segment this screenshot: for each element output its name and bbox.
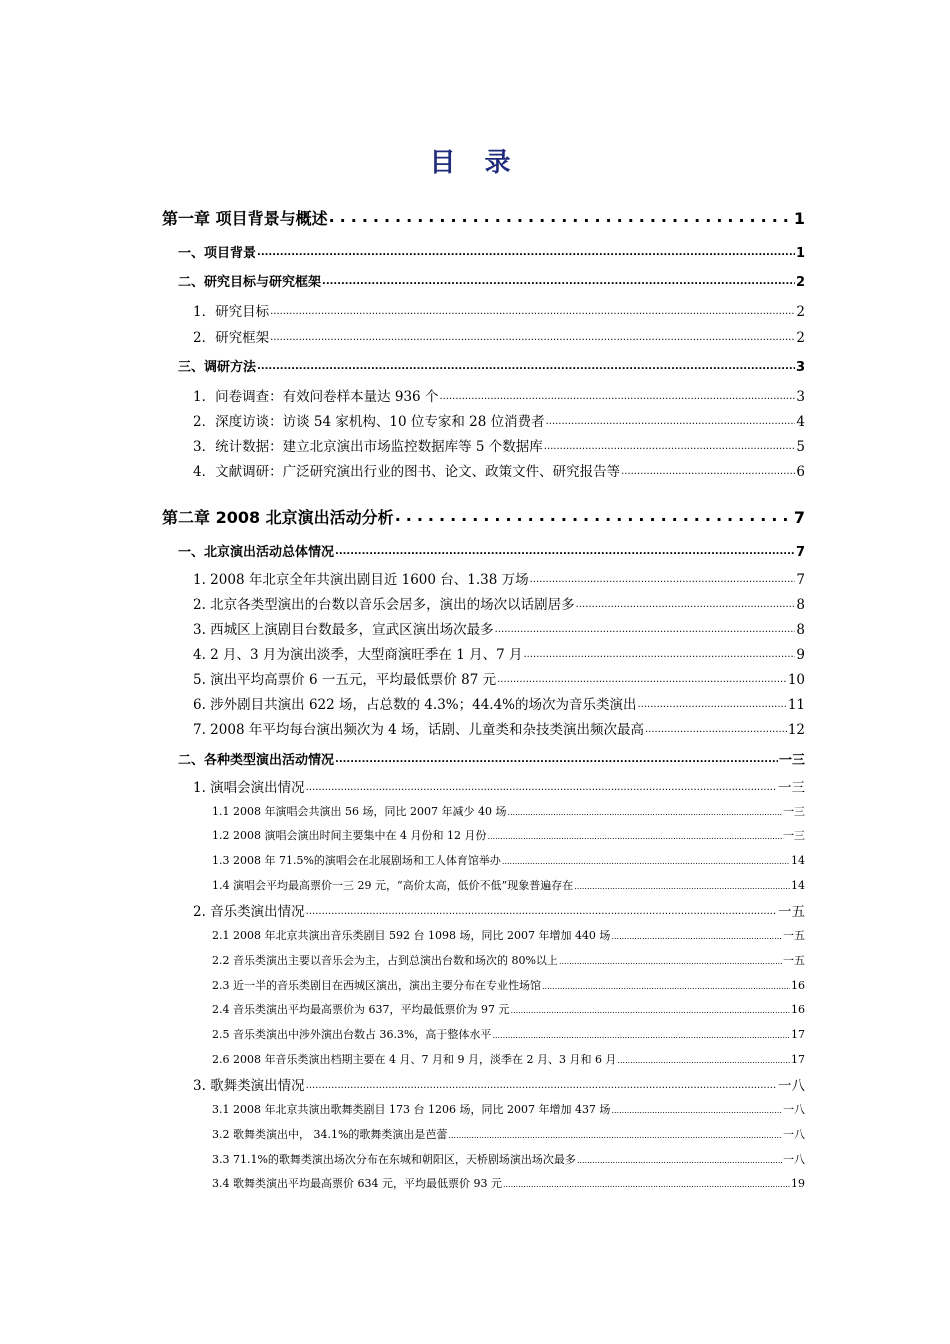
toc-leader [546, 410, 796, 430]
toc-page-number: 11 [787, 697, 805, 713]
toc-page-number: 一三 [778, 753, 805, 768]
toc-subitem[interactable] [212, 1051, 805, 1067]
toc-leader [495, 618, 796, 638]
toc-page-number: 一五 [783, 929, 805, 942]
toc-entry-text: 3. 西城区上演剧目台数最多，宣武区演出场次最多 [193, 622, 494, 638]
toc-page-number: 14 [791, 879, 805, 892]
toc-entry-text: 2.6 2008 年音乐类演出档期主要在 4 月、7 月和 9 月，淡季在 2 月、3 月和 6 月 [212, 1053, 617, 1066]
toc-section[interactable] [178, 242, 805, 261]
toc-chapter-2[interactable] [162, 505, 805, 527]
toc-entry-text: 三、调研方法 [178, 360, 257, 375]
toc-leader [503, 1175, 790, 1191]
toc-item[interactable] [193, 326, 805, 346]
toc-item[interactable] [193, 668, 805, 688]
toc-entry-text: 第一章 项目背景与概述 [162, 209, 328, 228]
toc-leader [448, 1126, 782, 1142]
toc-subitem[interactable] [212, 852, 805, 868]
toc-page-number: 一八 [778, 1078, 805, 1094]
toc-leader [542, 977, 790, 993]
toc-leader [335, 541, 795, 560]
toc-section[interactable] [178, 271, 805, 290]
toc-leader [497, 668, 787, 688]
toc-entry-text: 3.2 歌舞类演出中， 34.1%的歌舞类演出是芭蕾 [212, 1128, 448, 1141]
toc-item[interactable] [193, 618, 805, 638]
toc-subitem[interactable] [212, 1026, 805, 1042]
toc-leader [395, 505, 793, 527]
toc-leader [270, 326, 795, 346]
toc-entry-text: 1. 2008 年北京全年共演出剧目近 1600 台、1.38 万场 [193, 572, 529, 588]
toc-entry-text: 2.2 音乐类演出主要以音乐会为主，占到总演出台数和场次的 80%以上 [212, 954, 558, 967]
toc-subitem[interactable] [212, 877, 805, 893]
toc-leader [329, 206, 793, 228]
toc-leader [306, 776, 777, 796]
toc-page-number: 一三 [783, 805, 805, 818]
toc-entry-text: 5. 演出平均高票价 6 一五元，平均最低票价 87 元 [193, 672, 497, 688]
toc-page-number: 8 [796, 597, 805, 613]
toc-page-number: 17 [791, 1028, 805, 1041]
toc-leader [645, 718, 787, 738]
toc-entry-text: 3.3 71.1%的歌舞类演出场次分布在东城和朝阳区，天桥剧场演出场次最多 [212, 1153, 576, 1166]
toc-leader [574, 877, 790, 893]
toc-subitem[interactable] [212, 803, 805, 819]
toc-entry-text: 1.3 2008 年 71.5%的演唱会在北展剧场和工人体育馆举办 [212, 854, 501, 867]
toc-subitem[interactable] [212, 927, 805, 943]
toc-leader [611, 1101, 782, 1117]
toc-leader [523, 643, 795, 663]
toc-leader [492, 1026, 790, 1042]
toc-leader [617, 1051, 790, 1067]
toc-item[interactable] [193, 385, 805, 405]
toc-leader [335, 749, 778, 768]
toc-page-number: 10 [787, 672, 805, 688]
toc-page-number: 2 [795, 275, 805, 290]
toc-leader [577, 1151, 782, 1167]
toc-entry-text: 2.5 音乐类演出中涉外演出台数占 36.3%，高于整体水平 [212, 1028, 492, 1041]
toc-page-number: 7 [793, 508, 805, 527]
toc-entry-text: 2．研究框架 [193, 330, 270, 346]
toc-page-number: 一五 [783, 954, 805, 967]
toc-entry-text: 1. 演唱会演出情况 [193, 780, 305, 796]
toc-leader [559, 952, 782, 968]
toc-section[interactable] [178, 541, 805, 560]
toc-subitem[interactable] [212, 1101, 805, 1117]
toc-entry-text: 1.1 2008 年演唱会共演出 56 场，同比 2007 年减少 40 场 [212, 805, 507, 818]
toc-item[interactable] [193, 900, 805, 920]
toc-entry-text: 1．研究目标 [193, 304, 270, 320]
toc-page-number: 2 [796, 304, 805, 320]
toc-section[interactable] [178, 356, 805, 375]
toc-page-number: 5 [796, 439, 805, 455]
toc-item[interactable] [193, 776, 805, 796]
toc-page-number: 12 [787, 722, 805, 738]
page-title: 目 录 [429, 148, 521, 178]
toc-page-number: 一八 [783, 1103, 805, 1116]
toc-leader [530, 568, 796, 588]
toc-leader [306, 900, 777, 920]
toc-page-number: 一八 [783, 1128, 805, 1141]
toc-entry-text: 2.3 近一半的音乐类剧目在西城区演出，演出主要分布在专业性场馆 [212, 979, 541, 992]
toc-item[interactable] [193, 435, 805, 455]
toc-page-number: 一三 [783, 829, 805, 842]
toc-entry-text: 2.4 音乐类演出平均最高票价为 637，平均最低票价为 97 元 [212, 1003, 510, 1016]
toc-page-number: 1 [795, 246, 805, 261]
toc-page-number: 9 [796, 647, 805, 663]
toc-entry-text: 一、项目背景 [178, 246, 257, 261]
toc-page-number: 3 [795, 360, 805, 375]
toc-entry-text: 2. 北京各类型演出的台数以音乐会居多，演出的场次以话剧居多 [193, 597, 575, 613]
toc-subitem[interactable] [212, 1126, 805, 1142]
toc-page-number: 6 [796, 464, 805, 480]
toc-entry-text: 6. 涉外剧目共演出 622 场，占总数的 4.3%；44.4%的场次为音乐类演出 [193, 697, 637, 713]
toc-page-number: 3 [796, 389, 805, 405]
toc-entry-text: 一、北京演出活动总体情况 [178, 545, 335, 560]
toc-subitem[interactable] [212, 1151, 805, 1167]
toc-subitem[interactable] [212, 977, 805, 993]
toc-leader [510, 1001, 790, 1017]
toc-section[interactable] [178, 749, 805, 768]
toc-entry-text: 1.4 演唱会平均最高票价一三 29 元，“高价太高，低价不低”现象普遍存在 [212, 879, 574, 892]
toc-page-number: 7 [796, 572, 805, 588]
toc-item[interactable] [193, 643, 805, 663]
toc-leader [611, 927, 782, 943]
toc-item[interactable] [193, 568, 805, 588]
toc-leader [638, 693, 787, 713]
toc-page-number: 一三 [778, 780, 805, 796]
toc-leader [507, 803, 782, 819]
toc-entry-text: 1.2 2008 演唱会演出时间主要集中在 4 月份和 12 月份 [212, 829, 487, 842]
toc-subitem[interactable] [212, 827, 805, 843]
toc-entry-text: 二、各种类型演出活动情况 [178, 753, 335, 768]
toc-leader [502, 852, 790, 868]
toc-page-number: 2 [796, 330, 805, 346]
toc-page-number: 8 [796, 622, 805, 638]
toc-leader [439, 385, 795, 405]
toc-chapter-1[interactable] [162, 206, 805, 228]
toc-page-number: 14 [791, 854, 805, 867]
toc-entry-text: 3.4 歌舞类演出平均最高票价 634 元，平均最低票价 93 元 [212, 1177, 502, 1190]
toc-item[interactable] [193, 593, 805, 613]
toc-entry-text: 7. 2008 年平均每台演出频次为 4 场，话剧、儿童类和杂技类演出频次最高 [193, 722, 644, 738]
toc-entry-text: 3．统计数据：建立北京演出市场监控数据库等 5 个数据库 [193, 439, 543, 455]
toc-item[interactable] [193, 1074, 805, 1094]
toc-leader [257, 356, 795, 375]
toc-subitem[interactable] [212, 1001, 805, 1017]
toc-item[interactable] [193, 410, 805, 430]
toc-page-number: 4 [796, 414, 805, 430]
toc-item[interactable] [193, 693, 805, 713]
toc-item[interactable] [193, 718, 805, 738]
toc-leader [322, 271, 795, 290]
toc-entry-text: 2.1 2008 年北京共演出音乐类剧目 592 台 1098 场，同比 2007 年增加 440 场 [212, 929, 611, 942]
toc-page-number: 16 [791, 979, 805, 992]
toc-leader [576, 593, 796, 613]
toc-leader [544, 435, 796, 455]
toc-item[interactable] [193, 300, 805, 320]
toc-leader [257, 242, 795, 261]
toc-entry-text: 4. 2 月、3 月为演出淡季，大型商演旺季在 1 月、7 月 [193, 647, 523, 663]
toc-page-number: 7 [795, 545, 805, 560]
toc-entry-text: 二、研究目标与研究框架 [178, 275, 322, 290]
toc-entry-text: 1．问卷调查：有效问卷样本量达 936 个 [193, 389, 439, 405]
toc-page-number: 17 [791, 1053, 805, 1066]
toc-entry-text: 4．文献调研：广泛研究演出行业的图书、论文、政策文件、研究报告等 [193, 464, 621, 480]
toc-leader [306, 1074, 777, 1094]
toc-entry-text: 3.1 2008 年北京共演出歌舞类剧目 173 台 1206 场，同比 2007 年增加 437 场 [212, 1103, 611, 1116]
toc-leader [621, 460, 795, 480]
toc-subitem[interactable] [212, 952, 805, 968]
toc-leader [270, 300, 795, 320]
toc-page-number: 一八 [783, 1153, 805, 1166]
toc-leader [487, 827, 782, 843]
toc-page-number: 一五 [778, 904, 805, 920]
toc-entry-text: 3. 歌舞类演出情况 [193, 1078, 305, 1094]
toc-entry-text: 2．深度访谈：访谈 54 家机构、10 位专家和 28 位消费者 [193, 414, 545, 430]
toc-subitem[interactable] [212, 1175, 805, 1191]
toc-page-number: 19 [791, 1177, 805, 1190]
toc-page-number: 16 [791, 1003, 805, 1016]
toc-entry-text: 2. 音乐类演出情况 [193, 904, 305, 920]
toc-page-number: 1 [793, 209, 805, 228]
toc-entry-text: 第二章 2008 北京演出活动分析 [162, 508, 394, 527]
toc-item[interactable] [193, 460, 805, 480]
